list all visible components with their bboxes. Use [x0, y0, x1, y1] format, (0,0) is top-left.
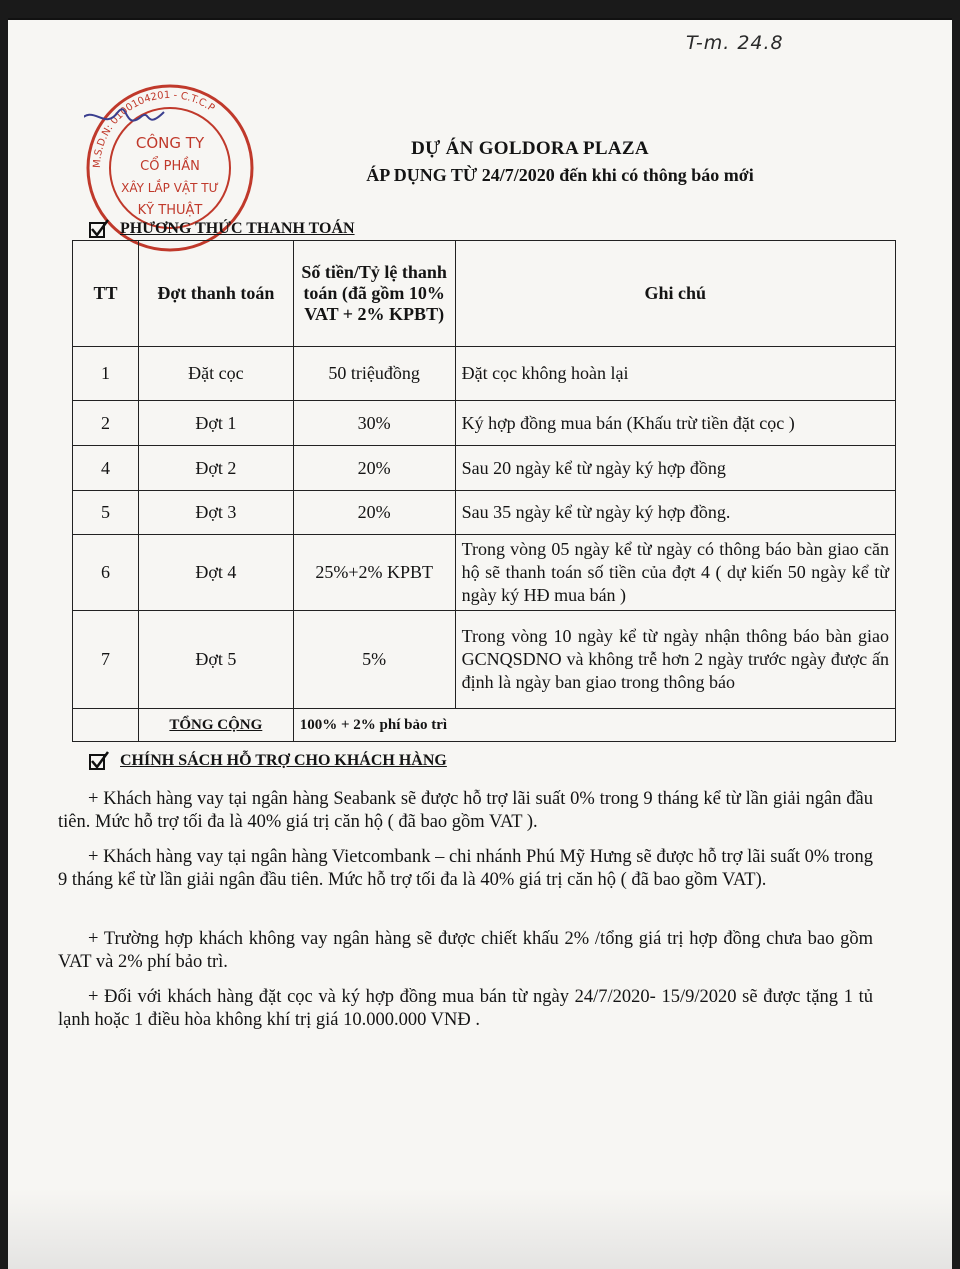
handwritten-note: T-m. 24.8: [686, 32, 784, 54]
row-note: Đặt cọc không hoàn lại: [455, 347, 895, 401]
table-row: [73, 535, 896, 611]
total-empty-cell: [73, 709, 139, 742]
table-row: [73, 491, 896, 535]
row-amount: 20%: [293, 491, 455, 535]
row-amount: 25%+2% KPBT: [293, 535, 455, 611]
row-dot: Đợt 4: [138, 535, 293, 611]
row-tt: 6: [73, 535, 139, 611]
row-amount: 5%: [293, 611, 455, 709]
row-amount: 20%: [293, 446, 455, 491]
row-dot: Đợt 1: [138, 401, 293, 446]
row-note: Trong vòng 10 ngày kể từ ngày nhận thông báo bàn giao GCNQSDNO và không trễ hơn 2 ngày trước ngày được ấn định là ngày ban giao trong thông báo: [455, 611, 895, 709]
stamp-line-2: CỔ PHẦN: [140, 159, 200, 174]
table-row: [73, 347, 896, 401]
header-dot: Đợt thanh toán: [138, 241, 293, 347]
checkbox-icon: [88, 218, 110, 240]
payment-table: [72, 240, 896, 742]
page-shadow: [8, 1189, 952, 1269]
policy-item: + Khách hàng vay tại ngân hàng Vietcombank – chi nhánh Phú Mỹ Hưng sẽ được hỗ trợ lãi suất 0% trong 9 tháng kể từ lần giải ngân đầu tiên. Mức hỗ trợ tối đa là 40% giá trị căn hộ ( đã bao gồm VAT).: [58, 847, 873, 890]
support-section-heading: [88, 750, 447, 772]
total-row: [73, 709, 896, 742]
total-value: 100% + 2% phí bảo trì: [293, 709, 895, 742]
project-title: DỰ ÁN GOLDORA PLAZA: [411, 138, 649, 159]
row-note: Sau 20 ngày kể từ ngày ký hợp đồng: [455, 446, 895, 491]
header-tt: TT: [73, 241, 139, 347]
row-tt: 2: [73, 401, 139, 446]
payment-section-title: PHƯƠNG THỨC THANH TOÁN: [120, 220, 355, 237]
effective-date: ÁP DỤNG TỪ 24/7/2020 đến khi có thông báo mới: [366, 165, 754, 185]
checkbox-icon: [88, 750, 110, 772]
document-page: [8, 18, 952, 1269]
policy-item: + Trường hợp khách không vay ngân hàng sẽ được chiết khấu 2% /tổng giá trị hợp đồng chưa bao gồm VAT và 2% phí bảo trì.: [58, 929, 873, 972]
row-dot: Đợt 5: [138, 611, 293, 709]
table-row: [73, 611, 896, 709]
row-tt: 7: [73, 611, 139, 709]
stamp-line-4: KỸ THUẬT: [137, 203, 203, 218]
row-dot: Đợt 2: [138, 446, 293, 491]
stamp-ring-text: M.S.D.N: 0100104201 - C.T.C.P: [91, 89, 217, 169]
row-tt: 5: [73, 491, 139, 535]
row-note: Ký hợp đồng mua bán (Khấu trừ tiền đặt cọc ): [455, 401, 895, 446]
stamp-line-1: CÔNG TY: [135, 134, 205, 152]
table-header-row: [73, 241, 896, 347]
header-amount: Số tiền/Tỷ lệ thanh toán (đã gồm 10% VAT + 2% KPBT): [293, 241, 455, 347]
header-note: Ghi chú: [455, 241, 895, 347]
row-amount: 50 triệuđồng: [293, 347, 455, 401]
row-amount: 30%: [293, 401, 455, 446]
total-label: TỔNG CỘNG: [138, 709, 293, 742]
support-section-title: CHÍNH SÁCH HỖ TRỢ CHO KHÁCH HÀNG: [120, 752, 447, 769]
row-tt: 4: [73, 446, 139, 491]
payment-section-heading: [88, 218, 355, 240]
row-dot: Đợt 3: [138, 491, 293, 535]
row-note: Trong vòng 05 ngày kể từ ngày có thông báo bàn giao căn hộ sẽ thanh toán số tiền của đợt 4 ( dự kiến 50 ngày kể từ ngày ký HĐ mua bán ): [455, 535, 895, 611]
policy-item: + Khách hàng vay tại ngân hàng Seabank sẽ được hỗ trợ lãi suất 0% trong 9 tháng kể từ lần giải ngân đầu tiên. Mức hỗ trợ tối đa là 40% giá trị căn hộ ( đã bao gồm VAT ).: [58, 789, 873, 832]
policy-item: + Đối với khách hàng đặt cọc và ký hợp đồng mua bán từ ngày 24/7/2020- 15/9/2020 sẽ được tặng 1 tủ lạnh hoặc 1 điều hòa không khí trị giá 10.000.000 VNĐ .: [58, 987, 873, 1030]
stamp-line-3: XÂY LẮP VẬT TƯ: [121, 181, 219, 195]
table-row: [73, 446, 896, 491]
row-tt: 1: [73, 347, 139, 401]
table-row: [73, 401, 896, 446]
row-dot: Đặt cọc: [138, 347, 293, 401]
row-note: Sau 35 ngày kể từ ngày ký hợp đồng.: [455, 491, 895, 535]
